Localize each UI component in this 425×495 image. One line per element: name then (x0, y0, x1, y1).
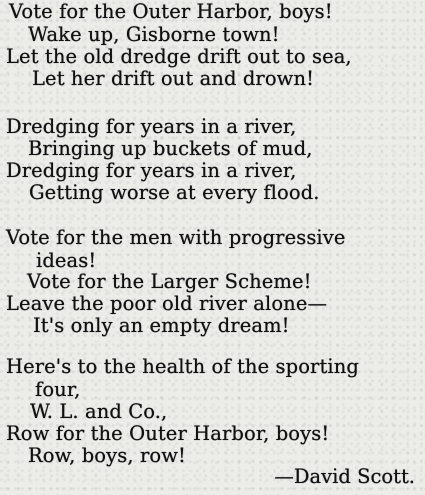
poem-line: Let the old dredge drift out to sea, (6, 45, 352, 68)
poem-line: W. L. and Co., (30, 400, 168, 423)
poem-line: Here's to the health of the sporting (6, 355, 359, 378)
poem-line: Vote for the Larger Scheme! (27, 270, 312, 293)
poem-line: Wake up, Gisborne town! (28, 23, 280, 46)
poem-line: ideas! (36, 249, 97, 272)
poem-line: Row, boys, row! (28, 444, 186, 467)
poem-line: Dredging for years in a river, (6, 159, 297, 182)
poem-line: Let her drift out and drown! (32, 67, 315, 90)
poem-line: Getting worse at every flood. (29, 181, 320, 204)
poem-line: Row for the Outer Harbor, boys! (6, 422, 330, 445)
poem-line: Bringing up buckets of mud, (28, 137, 313, 160)
poem-line: four, (35, 378, 81, 401)
poem-line: It's only an empty dream! (33, 314, 290, 337)
poem-line: Vote for the Outer Harbor, boys! (9, 0, 333, 23)
author-signature: —David Scott. (274, 465, 415, 488)
poem-line: Dredging for years in a river, (6, 115, 297, 138)
poem-line: Vote for the men with progressive (6, 226, 346, 249)
poem-line: Leave the poor old river alone— (6, 292, 328, 315)
